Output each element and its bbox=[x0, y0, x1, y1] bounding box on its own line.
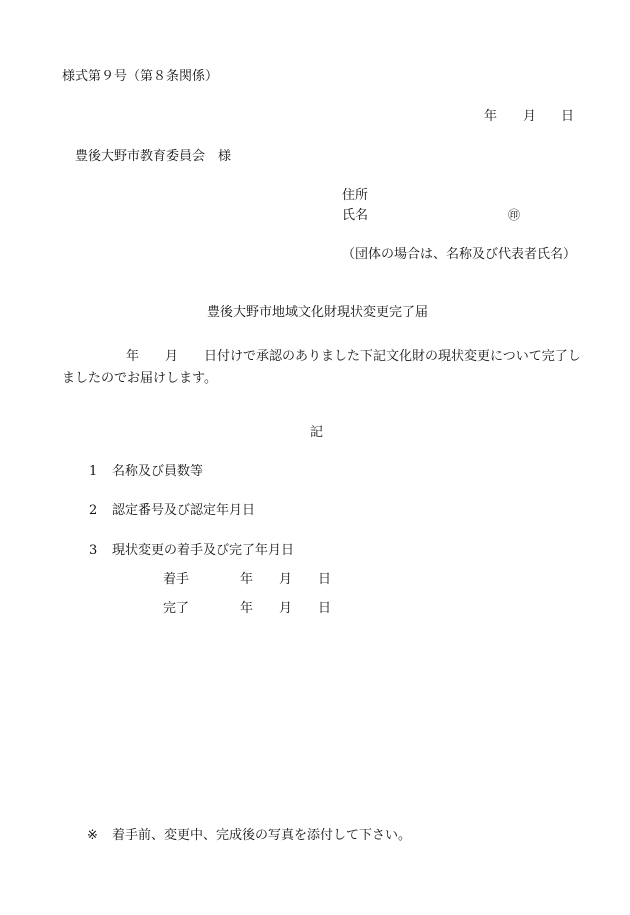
item-label: 現状変更の着手及び完了年月日 bbox=[112, 543, 295, 558]
body-line-1 bbox=[62, 346, 581, 368]
recipient: 豊後大野市教育委員会 様 bbox=[75, 149, 232, 164]
schedule-year: 年 bbox=[240, 601, 254, 616]
body-line1-rest: 日付けで承認のありました下記文化財の現状変更について完了し bbox=[204, 349, 581, 364]
schedule-label: 着手 bbox=[163, 572, 190, 587]
address-label: 住所 bbox=[342, 188, 369, 203]
schedule-day: 日 bbox=[318, 601, 332, 616]
item-label: 認定番号及び認定年月日 bbox=[112, 503, 256, 518]
body-year: 年 bbox=[126, 349, 140, 364]
schedule-day: 日 bbox=[318, 572, 332, 587]
item-number: 2 bbox=[89, 503, 98, 518]
seal-mark: ㊞ bbox=[508, 208, 521, 222]
body-month: 月 bbox=[165, 349, 179, 364]
date-year: 年 bbox=[484, 109, 498, 124]
item-label: 名称及び員数等 bbox=[112, 464, 204, 479]
form-label: 様式第９号（第８条関係） bbox=[62, 69, 219, 84]
schedule-label: 完了 bbox=[163, 601, 190, 616]
name-label: 氏名 bbox=[342, 208, 369, 223]
org-note: （団体の場合は、名称及び代表者氏名） bbox=[342, 247, 577, 262]
ki-heading: 記 bbox=[310, 425, 324, 440]
footnote-mark: ※ bbox=[87, 828, 98, 843]
footnote-text: 着手前、変更中、完成後の写真を添付して下さい。 bbox=[112, 828, 412, 843]
schedule-year: 年 bbox=[240, 572, 254, 587]
date-month: 月 bbox=[523, 109, 537, 124]
date-day: 日 bbox=[561, 109, 575, 124]
schedule-month: 月 bbox=[279, 572, 293, 587]
item-number: 1 bbox=[89, 464, 98, 479]
body-paragraph bbox=[62, 346, 581, 390]
body-line-2: ましたのでお届けします。 bbox=[62, 371, 217, 386]
schedule-month: 月 bbox=[279, 601, 293, 616]
document-title: 豊後大野市地域文化財現状変更完了届 bbox=[207, 305, 429, 320]
item-number: 3 bbox=[89, 543, 98, 558]
